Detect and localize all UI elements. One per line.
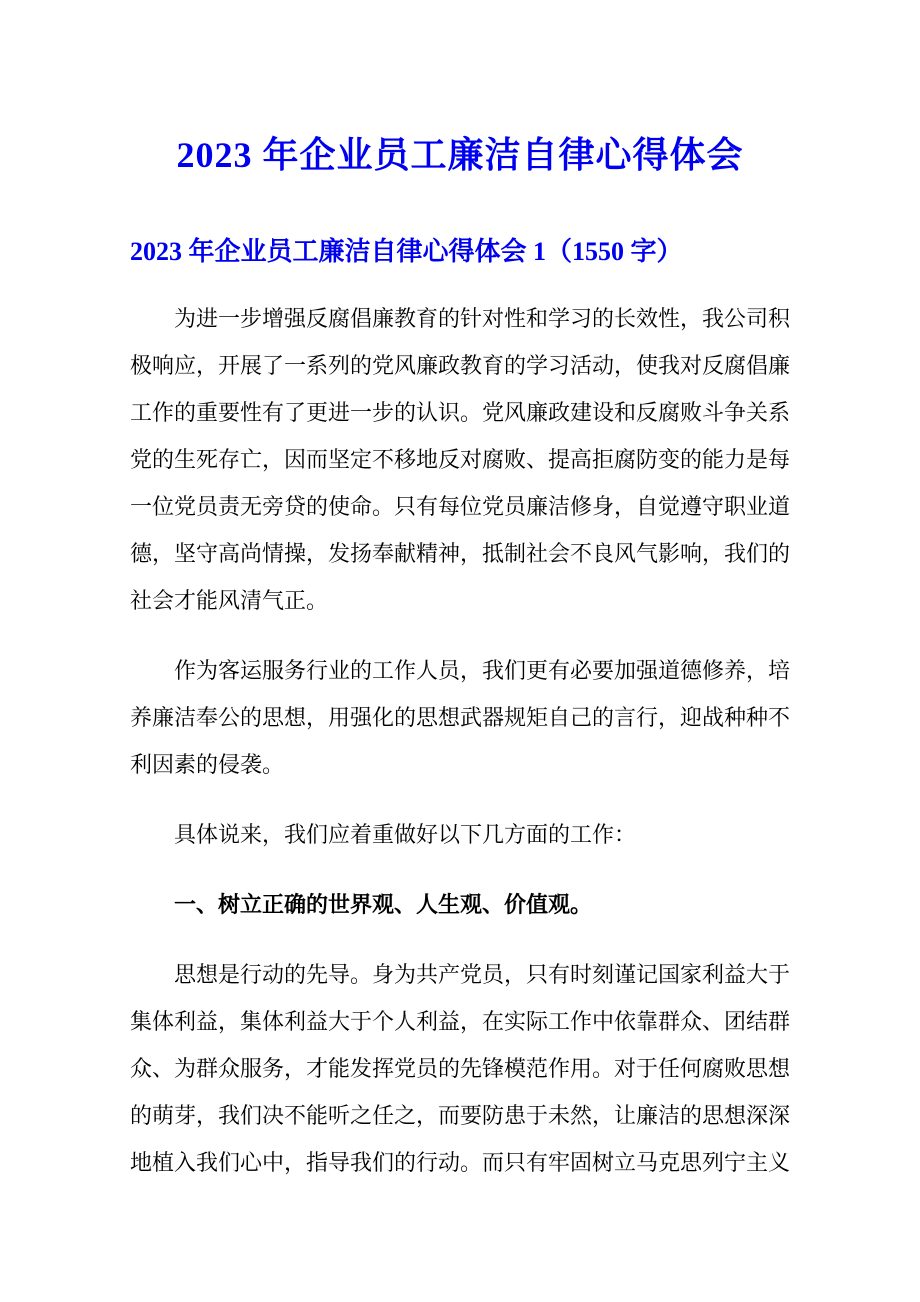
paragraph-lead-in: 具体说来，我们应着重做好以下几方面的工作： — [174, 822, 637, 847]
paragraph-intro: 为进一步增强反腐倡廉教育的针对性和学习的长效性，我公司积极响应，开展了一系列的党风廉政教育的学习活动，使我对反腐倡廉工作的重要性有了更进一步的认识。党风廉政建设和反腐败斗争关系党的生死存亡，因而坚定不移地反对腐败、提高拒腐防变的能力是每一位党员责无旁贷的使命。只有每位党员廉洁修身，自觉遵守职业道德，坚守高尚情操，发扬奉献精神，抵制社会不良风气影响，我们的社会才能风清气正。 — [130, 306, 791, 613]
document-content — [130, 0, 790, 1186]
document-title: 2023 年企业员工廉洁自律心得体会 — [176, 135, 744, 175]
paragraph-worldview: 思想是行动的先导。身为共产党员，只有时刻谨记国家利益大于集体利益，集体利益大于个人利益，在实际工作中依靠群众、团结群众、为群众服务，才能发挥党员的先锋模范作用。对于任何腐败思想的萌芽，我们决不能听之任之，而要防患于未然，让廉洁的思想深深地植入我们心中，指导我们的行动。而只有牢固树立马克思列宁主义 — [130, 962, 791, 1175]
document-subtitle: 2023 年企业员工廉洁自律心得体会 1（1550 字） — [130, 237, 683, 266]
section-heading: 一、树立正确的世界观、人生观、价值观。 — [174, 892, 593, 917]
paragraph-industry: 作为客运服务行业的工作人员，我们更有必要加强道德修养，培养廉洁奉公的思想，用强化的思想武器规矩自己的言行，迎战种种不利因素的侵袭。 — [130, 658, 791, 777]
